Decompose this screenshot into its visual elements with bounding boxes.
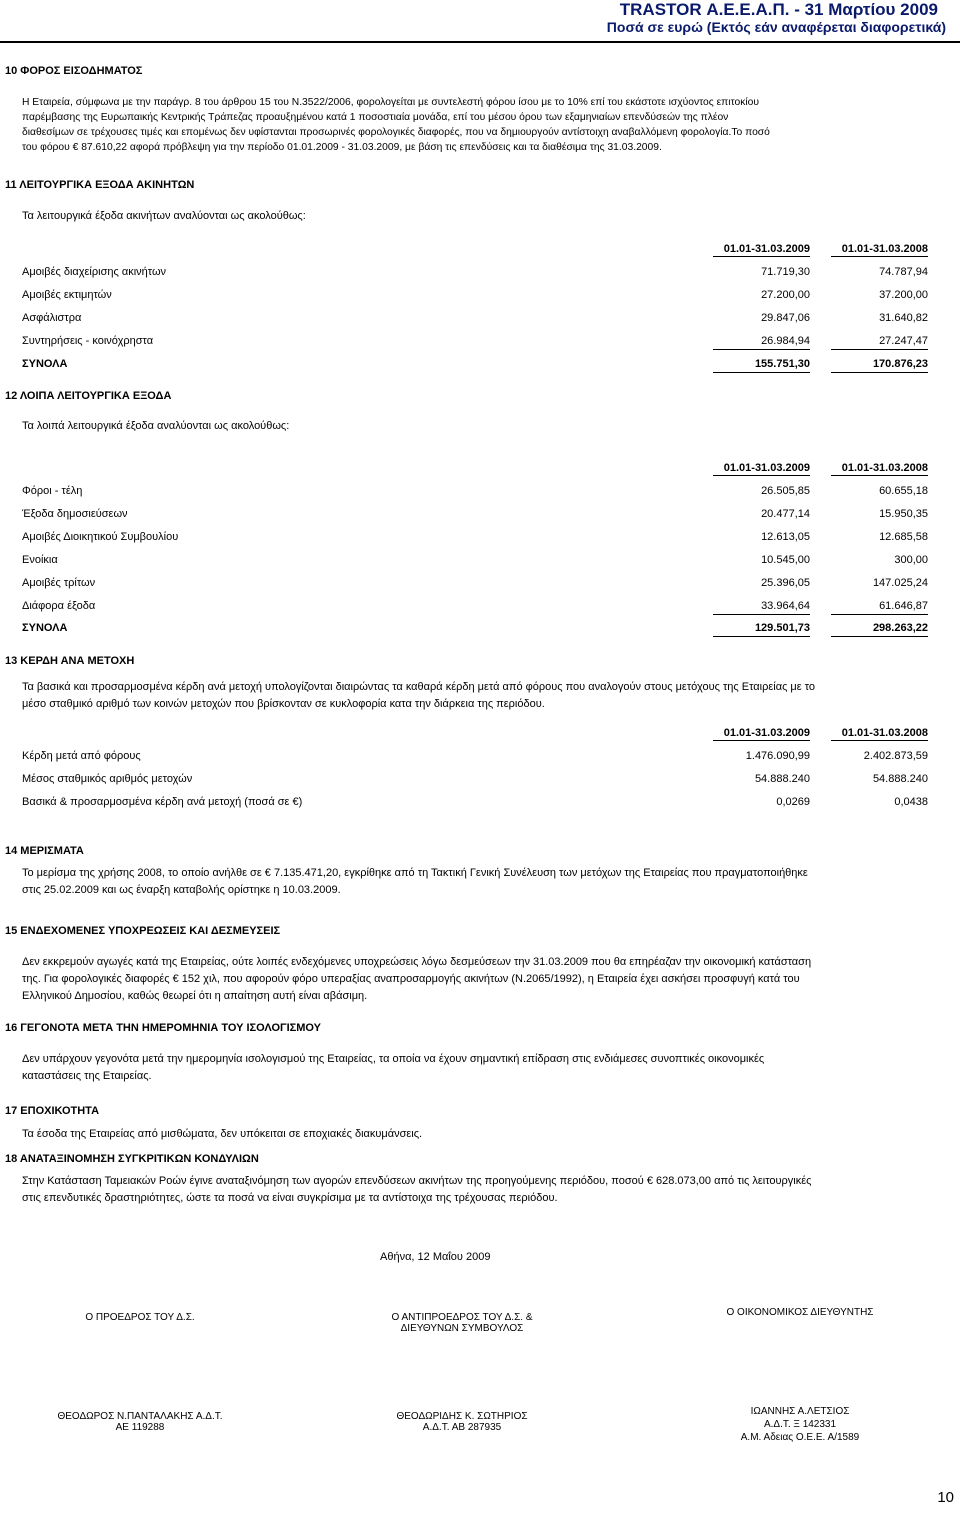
expense-row-label: Αμοιβές διαχείρισης ακινήτων [22, 266, 167, 278]
expense-row-value-2009: 71.719,30 [761, 266, 810, 278]
section-12-title: 12 ΛΟΙΠΑ ΛΕΙΤΟΥΡΓΙΚΑ ΕΞΟΔΑ [5, 390, 172, 402]
total-label: ΣΥΝΟΛΑ [22, 622, 68, 634]
signatory-role [700, 1307, 900, 1318]
section-12-intro: Τα λοιπά λειτουργικά έξοδα αναλύονται ως ακολούθως: [22, 420, 290, 432]
id-line: ΑΕ 119288 [115, 1422, 165, 1433]
signatory-name [342, 1411, 582, 1433]
total-value-2008: 170.876,23 [872, 358, 928, 370]
expense-row-value-2008: 61.646,87 [879, 600, 928, 612]
company-header: TRASTOR Α.Ε.Ε.Α.Π. - 31 Μαρτίου 2009 [619, 0, 938, 19]
text-line: μέσο σταθμικό αριθμό των κοινών μετοχών που βρίσκονταν σε κυκλοφορία κατα την διάρκεια της περιόδου. [22, 698, 545, 710]
total-rule [713, 636, 810, 637]
column-header-2008: 01.01-31.03.2008 [841, 727, 928, 739]
expense-row-value-2008: 74.787,94 [879, 266, 928, 278]
expense-row-label: Ασφάλιστρα [22, 312, 82, 324]
expense-row-value-2008: 300,00 [894, 554, 928, 566]
expense-row-value-2009: 27.200,00 [761, 289, 810, 301]
text-line: Δεν εκκρεμούν αγωγές κατά της Εταιρείας, ούτε λοιπές ενδεχόμενες υποχρεώσεις λόγω δεσμεύσεων την 31.03.2009 που θα επηρέαζαν την οικονομική κατάσταση [22, 956, 812, 968]
name-line: ΙΩΑΝΝΗΣ Α.ΛΕΤΣΙΟΣ [750, 1406, 850, 1417]
column-rule [713, 740, 810, 741]
expense-row-value-2009: 12.613,05 [761, 531, 810, 543]
header-rule [0, 41, 960, 43]
section-10-title: 10 ΦΟΡΟΣ ΕΙΣΟΔΗΜΑΤΟΣ [5, 65, 143, 77]
eps-row-value-2009: 54.888.240 [754, 773, 810, 785]
eps-row-value-2009: 0,0269 [776, 796, 810, 808]
text-line: Δεν υπάρχουν γεγονότα μετά την ημερομηνία ισολογισμού της Εταιρείας, τα οποία να έχουν σημαντική επίδραση στις ενδιάμεσες συνοπτικές οικονομικές [22, 1053, 765, 1065]
eps-row-value-2008: 2.402.873,59 [863, 750, 928, 762]
section-15-title: 15 ΕΝΔΕΧΟΜΕΝΕΣ ΥΠΟΧΡΕΩΣΕΙΣ ΚΑΙ ΔΕΣΜΕΥΣΕΙΣ [5, 925, 281, 937]
text-line: Τα βασικά και προσαρμοσμένα κέρδη ανά μετοχή υπολογίζονται διαιρώντας τα καθαρά κέρδη μετά από φόρους που αναλογούν στους μετόχους της Εταιρείας με το [22, 681, 816, 693]
text-line: του φόρου € 87.610,22 αφορά πρόβλεψη για την περίοδο 01.01.2009 - 31.03.2009, με βάση τις επενδύσεις και τα διαθέσιμα της 31.03.2009. [22, 142, 662, 153]
total-rule [713, 372, 810, 373]
section-11-intro: Τα λειτουργικά έξοδα ακινήτων αναλύονται ως ακολούθως: [22, 210, 306, 222]
role-line: Ο ΑΝΤΙΠΡΟΕΔΡΟΣ ΤΟΥ Δ.Σ. & [391, 1312, 533, 1323]
text-line: διαθεσίμων σε τρέχουσες τιμές και επομένως δεν υφίστανται προσωρινές φορολογικές διαφορές, που να δημιουργούν αντίστοιχη αναβαλλόμενη φορολογία.Το ποσό [22, 127, 770, 138]
expense-row-label: Έξοδα δημοσιεύσεων [22, 508, 128, 520]
text-line: παρέμβασης της Ευρωπαικής Κεντρικής Τράπεζας προαυξημένου κατά 1 ποσοστιαία μονάδα, επί του μέσου όρου των εξαμηνιαίων επενδύσεών της πλέον [22, 112, 729, 123]
eps-row-value-2009: 1.476.090,99 [745, 750, 810, 762]
text-line: Η Εταιρεία, σύμφωνα με την παράγρ. 8 του άρθρου 15 του Ν.3522/2006, φορολογείται με συντελεστή φόρου ίσου με το 10% επί του εκάστοτε ισχύοντος επιτοκίου [22, 97, 760, 108]
license-line: Α.Μ. Αδειας Ο.Ε.Ε. Α/1589 [740, 1432, 860, 1443]
expense-row-value-2009: 10.545,00 [761, 554, 810, 566]
currency-note: Ποσά σε ευρώ (Εκτός εάν αναφέρεται διαφορετικά) [606, 19, 946, 35]
eps-row-value-2008: 54.888.240 [872, 773, 928, 785]
total-value-2009: 155.751,30 [754, 358, 810, 370]
expense-row-label: Συντηρήσεις - κοινόχρηστα [22, 335, 154, 347]
section-17-title: 17 ΕΠΟΧΙΚΟΤΗΤΑ [5, 1105, 100, 1117]
subtotal-rule [713, 349, 810, 350]
section-16-text [22, 1051, 934, 1085]
text-line: στις επενδυτικές δραστηριότητες, ώστε τα ποσά να είναι συγκρίσιμα με τα αντίστοιχα της τρέχουσας περιόδου. [22, 1192, 558, 1204]
column-header-2009: 01.01-31.03.2009 [723, 462, 810, 474]
expense-row-value-2008: 60.655,18 [879, 485, 928, 497]
expense-row-label: Ενοίκια [22, 554, 58, 566]
section-18-title: 18 ΑΝΑΤΑΞΙΝΟΜΗΣΗ ΣΥΓΚΡΙΤΙΚΩΝ ΚΟΝΔΥΛΙΩΝ [5, 1153, 259, 1165]
expense-row-value-2008: 147.025,24 [872, 577, 928, 589]
section-13-text [22, 679, 934, 713]
total-rule [831, 636, 928, 637]
expense-row-value-2008: 31.640,82 [879, 312, 928, 324]
eps-row-label: Βασικά & προσαρμοσμένα κέρδη ανά μετοχή (ποσά σε €) [22, 796, 303, 808]
section-13-title: 13 ΚΕΡΔΗ ΑΝΑ ΜΕΤΟΧΗ [5, 655, 135, 667]
subtotal-rule [831, 349, 928, 350]
text-line: στις 25.02.2009 και ως έναρξη καταβολής ορίστηκε η 10.03.2009. [22, 884, 341, 896]
column-header-2008: 01.01-31.03.2008 [841, 462, 928, 474]
column-header-2009: 01.01-31.03.2009 [723, 727, 810, 739]
expense-row-value-2009: 33.964,64 [761, 600, 810, 612]
section-15-text [22, 954, 934, 1005]
text-line: Στην Κατάσταση Ταμειακών Ροών έγινε αναταξινόμηση των αγορών επενδύσεων ακινήτων της προηγούμενης περιόδου, ποσού € 628.073,00 από τις λειτουργικές [22, 1175, 812, 1187]
expense-row-value-2008: 37.200,00 [879, 289, 928, 301]
expense-row-label: Διάφορα έξοδα [22, 600, 96, 612]
total-label: ΣΥΝΟΛΑ [22, 358, 68, 370]
column-header-2008: 01.01-31.03.2008 [841, 243, 928, 255]
total-rule [831, 372, 928, 373]
signatory-role [40, 1312, 240, 1323]
section-14-text [22, 865, 934, 899]
signatory-name [20, 1411, 260, 1433]
expense-row-value-2008: 15.950,35 [879, 508, 928, 520]
section-16-title: 16 ΓΕΓΟΝΟΤΑ ΜΕΤΑ ΤΗΝ ΗΜΕΡΟΜΗΝΙΑ ΤΟΥ ΙΣΟΛΟΓΙΣΜΟΥ [5, 1022, 322, 1034]
column-rule [713, 475, 810, 476]
expense-row-label: Αμοιβές Διοικητικού Συμβουλίου [22, 531, 179, 543]
name-line: ΘΕΟΔΩΡΙΔΗΣ Κ. ΣΩΤΗΡΙΟΣ [396, 1411, 528, 1422]
subtotal-rule [713, 614, 810, 615]
expense-row-label: Αμοιβές τρίτων [22, 577, 96, 589]
section-18-text [22, 1173, 934, 1207]
eps-row-label: Μέσος σταθμικός αριθμός μετοχών [22, 773, 193, 785]
text-line: Ελληνικού Δημοσίου, καθώς θεωρεί ότι η απαίτηση αυτή είναι αβάσιμη. [22, 990, 368, 1002]
column-rule [831, 475, 928, 476]
expense-row-value-2009: 25.396,05 [761, 577, 810, 589]
expense-row-label: Αμοιβές εκτιμητών [22, 289, 112, 301]
total-value-2008: 298.263,22 [872, 622, 928, 634]
expense-row-value-2008: 12.685,58 [879, 531, 928, 543]
place-date: Αθήνα, 12 Μαΐου 2009 [380, 1251, 491, 1263]
role-line: Ο ΠΡΟΕΔΡΟΣ ΤΟΥ Δ.Σ. [85, 1312, 195, 1323]
expense-row-value-2008: 27.247,47 [879, 335, 928, 347]
role-line: ΔΙΕΥΘΥΝΩΝ ΣΥΜΒΟΥΛΟΣ [400, 1323, 524, 1334]
column-rule [831, 256, 928, 257]
section-17-text [22, 1126, 934, 1143]
expense-row-value-2009: 26.984,94 [761, 335, 810, 347]
column-header-2009: 01.01-31.03.2009 [723, 243, 810, 255]
section-11-title: 11 ΛΕΙΤΟΥΡΓΙΚΑ ΕΞΟΔΑ ΑΚΙΝΗΤΩΝ [5, 179, 195, 191]
id-line: Α.Δ.Τ. Ξ 142331 [763, 1419, 837, 1430]
signatory-role [362, 1312, 562, 1334]
total-value-2009: 129.501,73 [754, 622, 810, 634]
column-rule [713, 256, 810, 257]
text-line: της. Για φορολογικές διαφορές € 152 χιλ, που αφορούν φόρο υπεραξίας αναπροσαρμογής ακινήτων (Ν.2065/1992), η Εταιρεία έχει ασκήσει προσφυγή κατά του [22, 973, 800, 985]
eps-row-label: Κέρδη μετά από φόρους [22, 750, 141, 762]
role-line: Ο ΟΙΚΟΝΟΜΙΚΟΣ ΔΙΕΥΘΥΝΤΗΣ [726, 1307, 874, 1318]
subtotal-rule [831, 614, 928, 615]
expense-row-value-2009: 29.847,06 [761, 312, 810, 324]
text-line: Το μερίσμα της χρήσης 2008, το οποίο ανήλθε σε € 7.135.471,20, εγκρίθηκε από τη Τακτική Γενική Συνέλευση των μετόχων της Εταιρείας που πραγματοποιήθηκε [22, 867, 808, 879]
signatory-name [680, 1405, 920, 1444]
text-line: καταστάσεις της Εταιρείας. [22, 1070, 152, 1082]
section-14-title: 14 ΜΕΡΙΣΜΑΤΑ [5, 845, 84, 857]
column-rule [831, 740, 928, 741]
section-10-text [22, 95, 942, 155]
expense-row-value-2009: 20.477,14 [761, 508, 810, 520]
page-number: 10 [937, 1489, 954, 1506]
eps-row-value-2008: 0,0438 [894, 796, 928, 808]
expense-row-label: Φόροι - τέλη [22, 485, 83, 497]
text-line: Τα έσοδα της Εταιρείας από μισθώματα, δεν υπόκειται σε εποχιακές διακυμάνσεις. [22, 1128, 423, 1140]
id-line: Α.Δ.Τ. ΑΒ 287935 [422, 1422, 502, 1433]
expense-row-value-2009: 26.505,85 [761, 485, 810, 497]
name-line: ΘΕΟΔΩΡΟΣ Ν.ΠΑΝΤΑΛΑΚΗΣ Α.Δ.Τ. [57, 1411, 223, 1422]
